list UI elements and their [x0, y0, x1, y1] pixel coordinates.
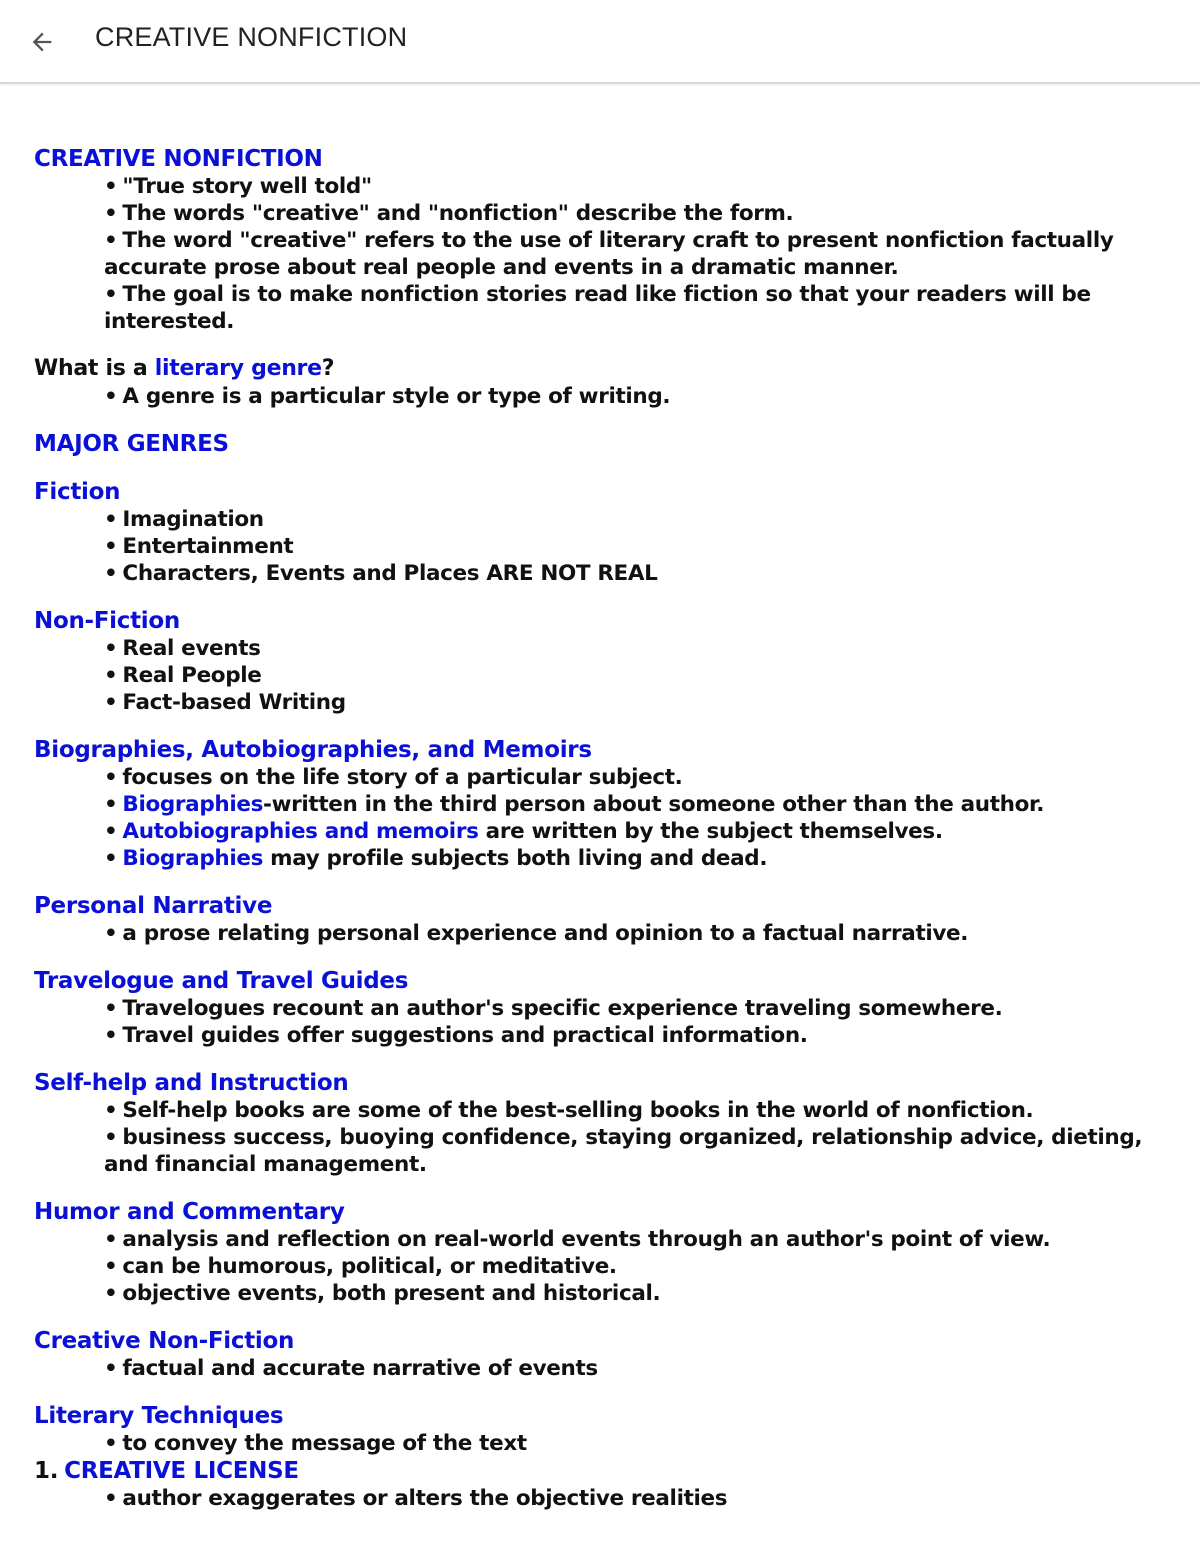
list-item: • Characters, Events and Places ARE NOT REAL: [104, 561, 658, 586]
section-literary-genre: [34, 355, 1174, 410]
bullet-list: [34, 1097, 1174, 1178]
section-heading: Non-Fiction: [34, 608, 180, 634]
back-button[interactable]: [22, 22, 62, 62]
list-item: • can be humorous, political, or meditative.: [104, 1254, 617, 1279]
section-non-fiction: [34, 607, 1174, 716]
list-item: • The goal is to make nonfiction stories read like fiction so that your readers will be interested.: [104, 282, 1091, 334]
list-item: • The words "creative" and "nonfiction" describe the form.: [104, 201, 794, 226]
section-heading: Creative Non-Fiction: [34, 1328, 295, 1354]
bullet-list: [34, 1355, 1174, 1382]
document-body: [34, 145, 1174, 1532]
section-heading: Self-help and Instruction: [34, 1070, 349, 1096]
list-item: • focuses on the life story of a particular subject.: [104, 765, 683, 790]
list-item: • Fact-based Writing: [104, 690, 346, 715]
section-heading: Biographies, Autobiographies, and Memoirs: [34, 737, 592, 763]
bullet-list: [34, 995, 1174, 1049]
bullet-list: [34, 383, 1174, 410]
list-item: • Travelogues recount an author's specific experience traveling somewhere.: [104, 996, 1003, 1021]
list-item: • analysis and reflection on real-world events through an author's point of view.: [104, 1227, 1051, 1252]
section-humor-commentary: [34, 1198, 1174, 1307]
section-biographies: [34, 736, 1174, 872]
section-personal-narrative: [34, 892, 1174, 947]
section-self-help: [34, 1069, 1174, 1178]
section-fiction: [34, 478, 1174, 587]
list-item: • a prose relating personal experience and opinion to a factual narrative.: [104, 921, 969, 946]
list-item: • A genre is a particular style or type of writing.: [104, 384, 671, 409]
list-item: • Entertainment: [104, 534, 294, 559]
list-item: • Self-help books are some of the best-selling books in the world of nonfiction.: [104, 1098, 1034, 1123]
list-item: • Imagination: [104, 507, 264, 532]
list-item: • Biographies may profile subjects both living and dead.: [104, 846, 768, 871]
list-item: • Real events: [104, 636, 261, 661]
bullet-list: [34, 173, 1174, 335]
list-item: • factual and accurate narrative of events: [104, 1356, 598, 1381]
section-major-genres: [34, 430, 1174, 458]
section-heading: Literary Techniques: [34, 1403, 284, 1429]
bullet-list: [34, 764, 1174, 872]
section-heading: Humor and Commentary: [34, 1199, 345, 1225]
list-item: • Real People: [104, 663, 262, 688]
section-heading: CREATIVE NONFICTION: [34, 146, 323, 172]
literary-genre-link[interactable]: literary genre: [154, 356, 322, 381]
numbered-subheading: 1. CREATIVE LICENSE: [34, 1458, 299, 1484]
list-item: • "True story well told": [104, 174, 372, 199]
app-bar: [0, 0, 1200, 84]
section-heading: MAJOR GENRES: [34, 431, 229, 457]
section-heading: Fiction: [34, 479, 121, 505]
list-item: • author exaggerates or alters the objective realities: [104, 1486, 728, 1511]
list-item: • to convey the message of the text: [104, 1431, 527, 1456]
section-literary-techniques: [34, 1402, 1174, 1512]
bullet-list: [34, 1430, 1174, 1457]
list-item: • objective events, both present and historical.: [104, 1281, 661, 1306]
section-heading: Travelogue and Travel Guides: [34, 968, 409, 994]
section-creative-nonfiction: [34, 145, 1174, 335]
list-item: • Autobiographies and memoirs are written by the subject themselves.: [104, 819, 943, 844]
bullet-list: [34, 1226, 1174, 1307]
section-travelogue: [34, 967, 1174, 1049]
list-item: • Biographies-written in the third person about someone other than the author.: [104, 792, 1045, 817]
section-creative-non-fiction: [34, 1327, 1174, 1382]
list-item: • business success, buoying confidence, staying organized, relationship advice, dieting, and financial management.: [104, 1125, 1143, 1177]
list-item: • Travel guides offer suggestions and practical information.: [104, 1023, 808, 1048]
arrow-left-icon: [28, 28, 56, 56]
bullet-list: [34, 920, 1174, 947]
bullet-list: [34, 506, 1174, 587]
section-heading: Personal Narrative: [34, 893, 273, 919]
page-title: CREATIVE NONFICTION: [95, 22, 408, 52]
bullet-list: [34, 1485, 1174, 1512]
bullet-list: [34, 635, 1174, 716]
list-item: • The word "creative" refers to the use of literary craft to present nonfiction factually accurate prose about real people and events in a dramatic manner.: [104, 228, 1114, 280]
question-line: What is a literary genre?: [34, 356, 335, 381]
